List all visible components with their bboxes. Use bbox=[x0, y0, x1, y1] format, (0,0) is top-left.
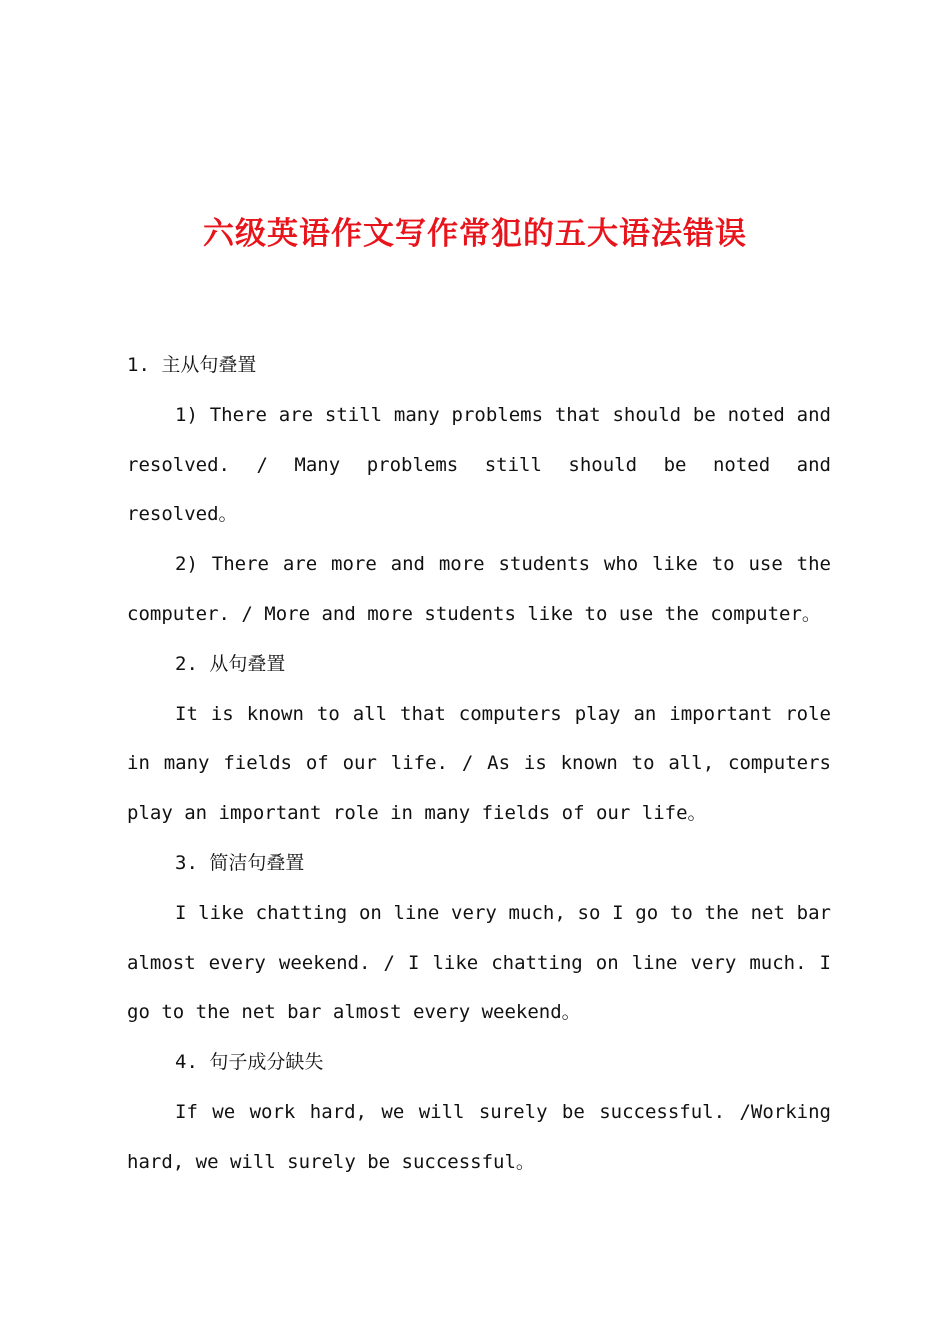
section-heading-3: 3. 简洁句叠置 bbox=[175, 851, 305, 874]
section-heading-1: 1. 主从句叠置 bbox=[127, 354, 257, 376]
section-heading-4: 4. 句子成分缺失 bbox=[175, 1051, 324, 1074]
example-paragraph: It is known to all that computers play an important role in many fields of our life. / As is known to all, computers play an important role in many fields of our life。 bbox=[127, 702, 831, 825]
document-body bbox=[127, 341, 831, 1188]
section-heading-2: 2. 从句叠置 bbox=[175, 652, 286, 675]
example-paragraph: If we work hard, we will surely be successful. /Working hard, we will surely be successful。 bbox=[127, 1100, 831, 1173]
example-paragraph: 2) There are more and more students who like to use the computer. / More and more students like to use the computer。 bbox=[127, 553, 831, 625]
document-title: 六级英语作文写作常犯的五大语法错误 bbox=[203, 216, 747, 252]
example-paragraph: I like chatting on line very much, so I go to the net bar almost every weekend. / I like chatting on line very much. I go to the net bar almost every weekend。 bbox=[127, 901, 831, 1024]
example-paragraph: 1) There are still many problems that should be noted and resolved. / Many problems still should be noted and resolved。 bbox=[127, 403, 831, 526]
